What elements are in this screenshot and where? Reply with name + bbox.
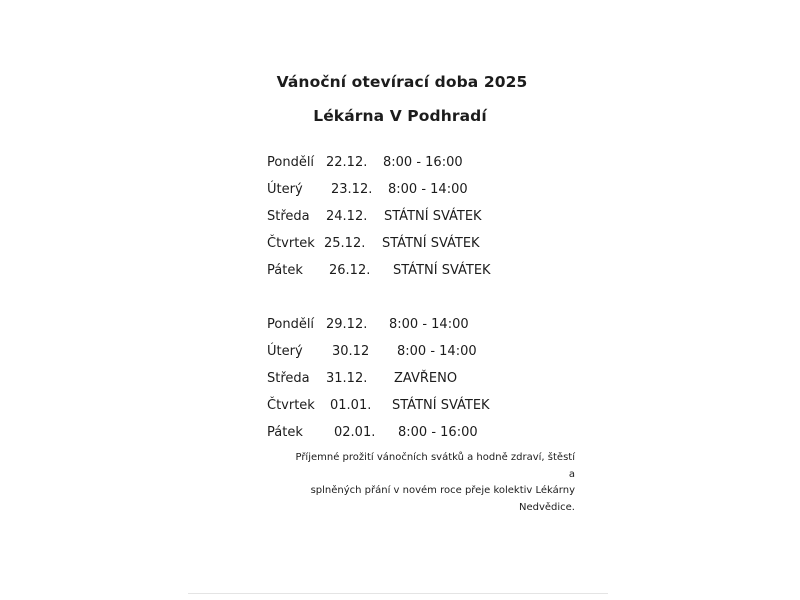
opening-hours: 8:00 - 14:00: [389, 317, 469, 332]
day-name: Pátek: [267, 263, 303, 278]
opening-hours: STÁTNÍ SVÁTEK: [393, 263, 491, 278]
day-name: Středa: [267, 371, 310, 386]
day-date: 25.12.: [324, 236, 366, 251]
day-date: 29.12.: [326, 317, 368, 332]
scan-edge-line: [188, 593, 608, 594]
day-date: 02.01.: [334, 425, 376, 440]
day-name: Úterý: [267, 182, 303, 197]
opening-hours: 8:00 - 16:00: [383, 155, 463, 170]
greeting-line: Nedvědice.: [518, 501, 575, 513]
day-date: 22.12.: [326, 155, 368, 170]
greeting-line: splněných přání v novém roce přeje kolektiv Lékárny: [310, 485, 575, 496]
day-name: Čtvrtek: [267, 236, 315, 251]
day-date: 26.12.: [329, 263, 371, 278]
day-name: Pondělí: [267, 317, 315, 332]
day-date: 30.12: [332, 344, 370, 359]
opening-hours: STÁTNÍ SVÁTEK: [392, 398, 490, 413]
day-name: Pátek: [267, 425, 303, 440]
opening-hours: 8:00 - 14:00: [388, 182, 468, 197]
day-date: 23.12.: [331, 182, 373, 197]
greeting-line: Příjemné prožití vánočních svátků a hodně zdraví, štěstí a: [295, 452, 575, 480]
opening-hours: ZAVŘENO: [394, 371, 458, 386]
day-name: Čtvrtek: [267, 398, 315, 413]
opening-hours: 8:00 - 16:00: [398, 425, 478, 440]
opening-hours: STÁTNÍ SVÁTEK: [382, 236, 480, 251]
day-date: 24.12.: [326, 209, 368, 224]
greeting-note: [290, 450, 575, 516]
day-name: Středa: [267, 209, 310, 224]
day-date: 31.12.: [326, 371, 368, 386]
day-date: 01.01.: [330, 398, 372, 413]
day-name: Úterý: [267, 344, 303, 359]
pharmacy-name: Lékárna V Podhradí: [313, 107, 487, 125]
opening-hours: STÁTNÍ SVÁTEK: [384, 209, 482, 224]
opening-hours: 8:00 - 14:00: [397, 344, 477, 359]
day-name: Pondělí: [267, 155, 315, 170]
page-title: Vánoční otevírací doba 2025: [276, 73, 528, 91]
